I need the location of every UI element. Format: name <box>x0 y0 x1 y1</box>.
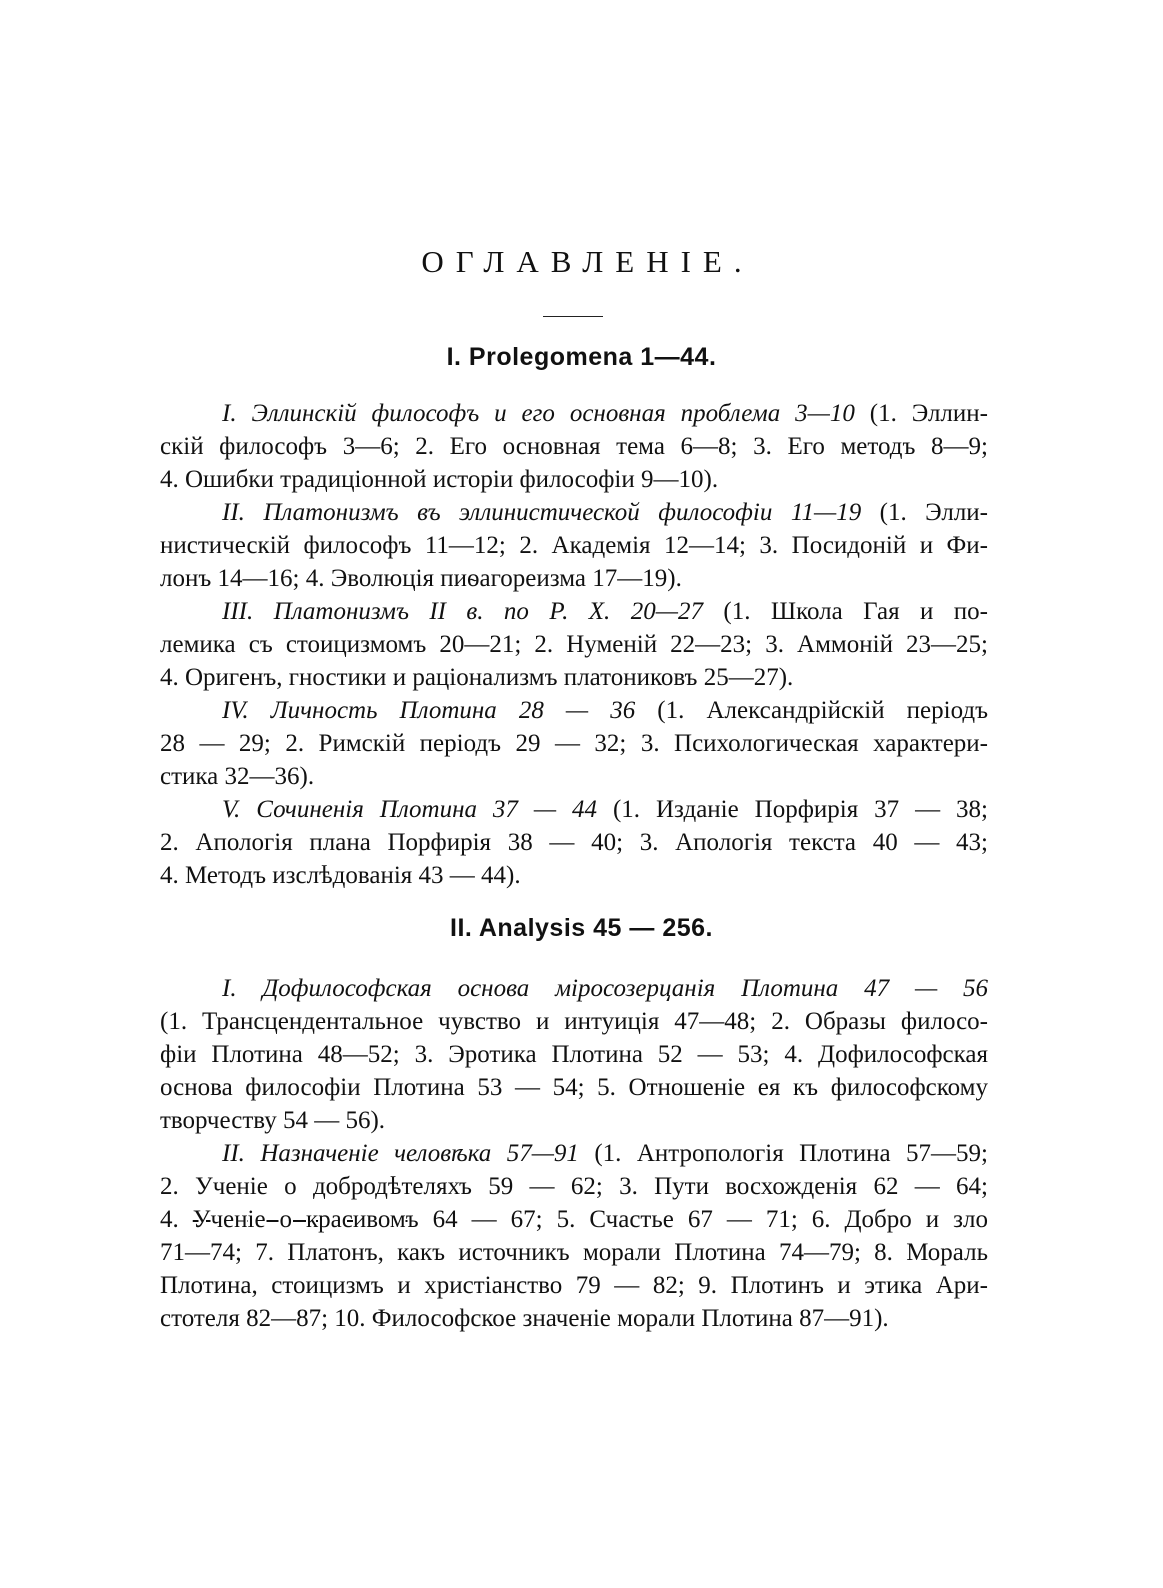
toc-line <box>160 1302 988 1335</box>
chapter-title: V. Сочиненія Плотина 37 — 44 <box>222 796 598 823</box>
toc-text: фіи Плотина 48—52; 3. Эротика Плотина 52 — 53; 4. Дофилософская <box>160 1041 988 1068</box>
toc-text: стотеля 82—87; 10. Философское значеніе морали Плотина 87—91). <box>160 1305 889 1332</box>
toc-text: 2. Апологія плана Порфирія 38 — 40; 3. Апологія текста 40 — 43; <box>160 829 988 856</box>
toc-line <box>160 1038 988 1071</box>
toc-text: (1. Антропологія Плотина 57—59; <box>578 1140 988 1167</box>
page-title: ОГЛАВЛЕНІЕ. <box>421 244 754 279</box>
toc-text: лемика съ стоицизмомъ 20—21; 2. Нуменій 22—23; 3. Аммоній 23—25; <box>160 631 988 658</box>
toc-text: основа философіи Плотина 53 — 54; 5. Отношеніе ея къ философскому <box>160 1074 988 1101</box>
toc-line <box>160 1203 988 1236</box>
toc-text: стика 32—36). <box>160 763 315 790</box>
struck-text: Ученіе о красивомъ <box>192 1206 419 1233</box>
toc-entry <box>160 694 988 793</box>
toc-line <box>160 1104 988 1137</box>
part-heading-analysis: II. Analysis 45 — 256. <box>450 914 713 942</box>
toc-text: 64 — 67; 5. Счастье 67 — 71; 6. Добро и зло <box>418 1206 988 1233</box>
part-prolegomena-contents <box>160 397 988 892</box>
toc-text: творчеству 54 — 56). <box>160 1107 386 1134</box>
toc-text: 4. Ошибки традиціонной исторіи философіи 9—10). <box>160 466 719 493</box>
chapter-title: II. Назначеніе человѣка 57—91 <box>222 1140 579 1167</box>
toc-line <box>160 463 988 496</box>
toc-entry <box>160 1137 988 1335</box>
toc-line <box>160 793 988 826</box>
part-analysis-contents <box>160 972 988 1335</box>
chapter-title: II. Платонизмъ въ эллинистической философіи 11—19 <box>222 499 862 526</box>
toc-text: 4. Методъ изслѣдованія 43 — 44). <box>160 862 521 889</box>
toc-line <box>160 1071 988 1104</box>
toc-entry <box>160 496 988 595</box>
part-heading-prolegomena: I. Prolegomena 1—44. <box>446 343 717 371</box>
toc-line <box>160 972 988 1005</box>
toc-text: (1. Трансцендентальное чувство и интуиція 47—48; 2. Образы филосо- <box>160 1008 988 1035</box>
toc-line <box>160 859 988 892</box>
toc-text: Плотина, стоицизмъ и христіанство 79 — 82; 9. Плотинъ и этика Ари- <box>160 1272 988 1299</box>
toc-line <box>160 496 988 529</box>
chapter-title: I. Эллинскій философъ и его основная проблема 3—10 <box>222 400 855 427</box>
toc-entry <box>160 397 988 496</box>
toc-line <box>160 628 988 661</box>
title-rule <box>543 316 603 317</box>
toc-line <box>160 760 988 793</box>
toc-text: (1. Школа Гая и по- <box>702 598 988 625</box>
toc-line <box>160 727 988 760</box>
toc-text: 4. Оригенъ, гностики и раціонализмъ платониковъ 25—27). <box>160 664 794 691</box>
toc-text: 71—74; 7. Платонъ, какъ источникъ морали Плотина 74—79; 8. Мораль <box>160 1239 988 1266</box>
toc-line <box>160 661 988 694</box>
chapter-title: I. Дофилософская основа міросозерцанія Плотина 47 — 56 <box>222 975 988 1002</box>
toc-line <box>160 1170 988 1203</box>
toc-text: 28 — 29; 2. Римскій періодъ 29 — 32; 3. Психологическая характери- <box>160 730 988 757</box>
toc-line <box>160 694 988 727</box>
toc-text: (1. Эллин- <box>854 400 988 427</box>
toc-line <box>160 826 988 859</box>
toc-text: (1. Александрійскій періодъ <box>635 697 988 724</box>
toc-text: (1. Элли- <box>861 499 989 526</box>
toc-line <box>160 1005 988 1038</box>
toc-text: 4. <box>160 1206 193 1233</box>
toc-line <box>160 430 988 463</box>
toc-text: нистическій философъ 11—12; 2. Академія 12—14; 3. Посидоній и Фи- <box>160 532 988 559</box>
toc-text: скій философъ 3—6; 2. Его основная тема 6—8; 3. Его методъ 8—9; <box>160 433 988 460</box>
toc-entry <box>160 793 988 892</box>
toc-text: (1. Изданіе Порфирія 37 — 38; <box>597 796 989 823</box>
toc-line <box>160 595 988 628</box>
chapter-title: III. Платонизмъ II в. по Р. Х. 20—27 <box>222 598 703 625</box>
toc-line <box>160 1236 988 1269</box>
toc-line <box>160 397 988 430</box>
toc-text: 2. Ученіе о добродѣтеляхъ 59 — 62; 3. Пути восхожденія 62 — 64; <box>160 1173 988 1200</box>
toc-text: лонъ 14—16; 4. Эволюція пиѳагореизма 17—19). <box>160 565 682 592</box>
toc-line <box>160 562 988 595</box>
toc-line <box>160 1269 988 1302</box>
toc-line <box>160 1137 988 1170</box>
toc-line <box>160 529 988 562</box>
toc-entry <box>160 972 988 1137</box>
chapter-title: IV. Личность Плотина 28 — 36 <box>222 697 636 724</box>
toc-entry <box>160 595 988 694</box>
